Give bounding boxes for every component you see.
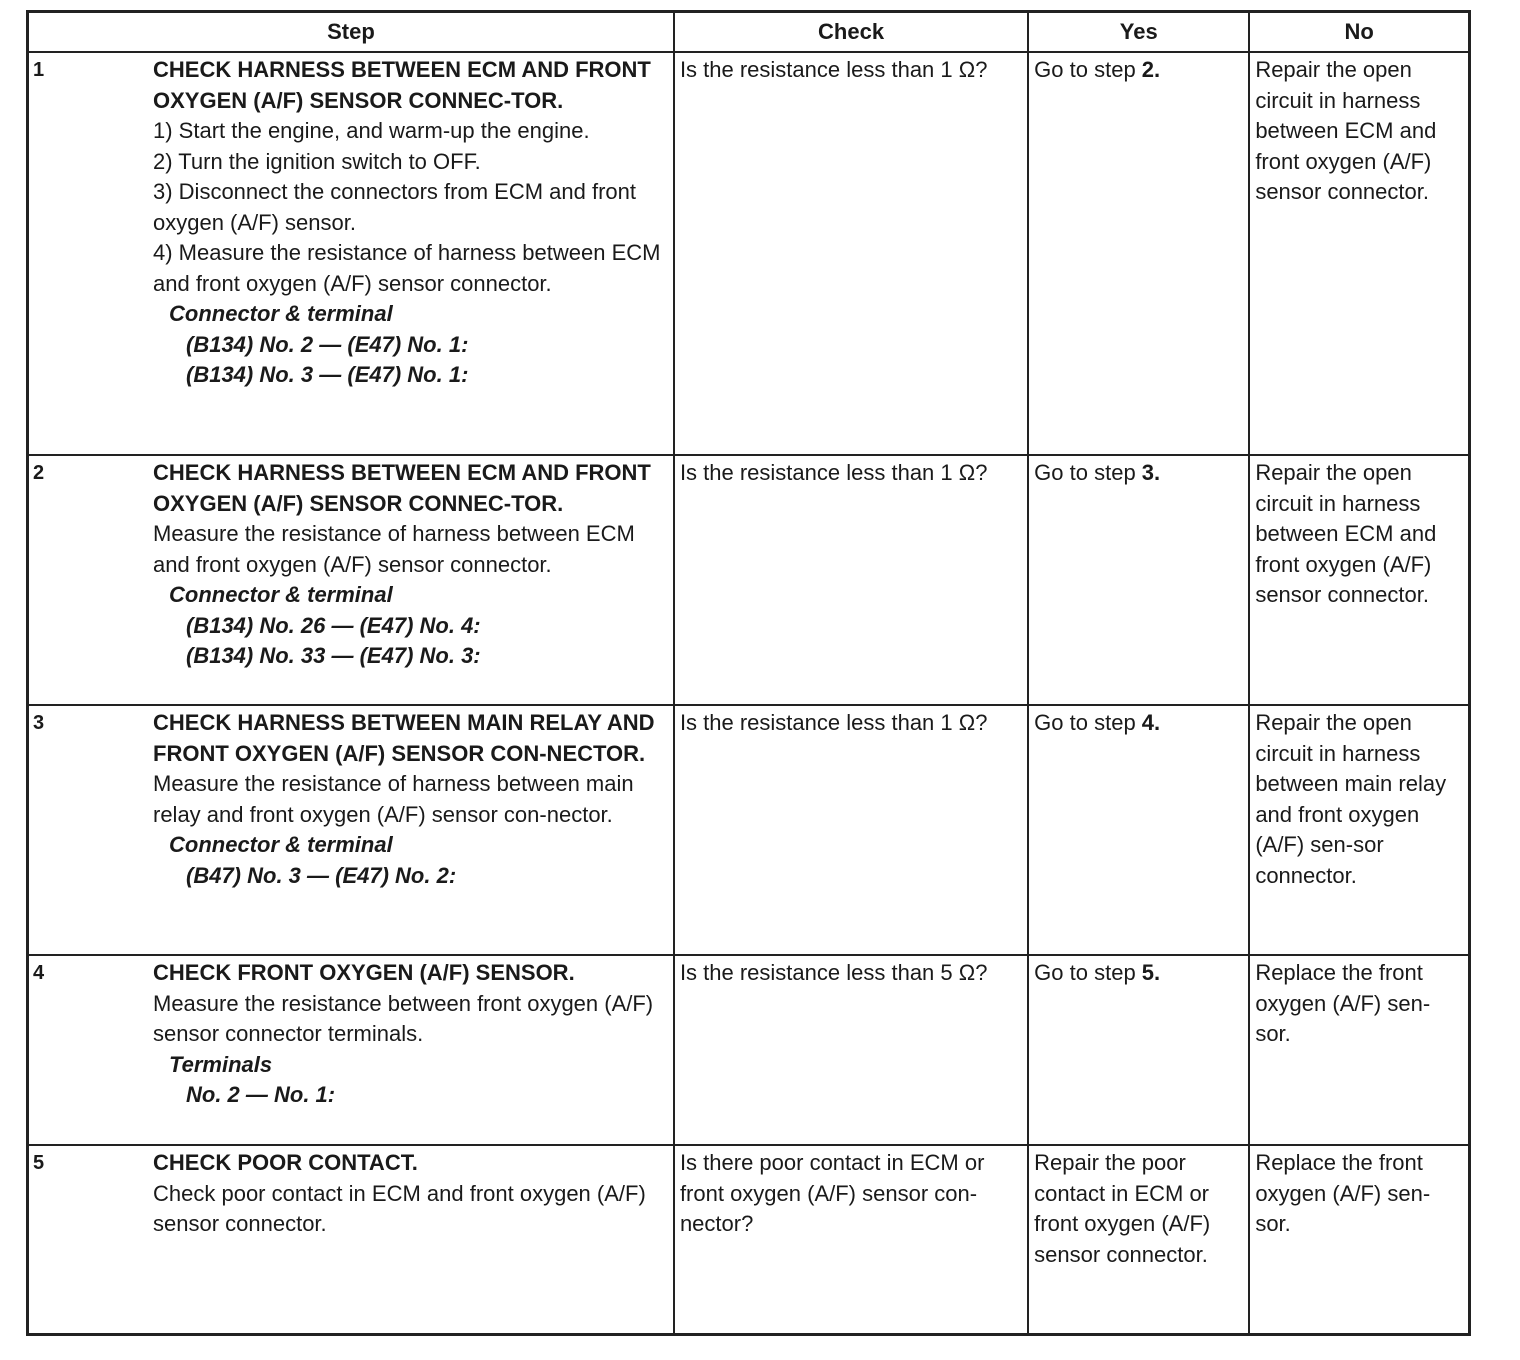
yes-text: [1029, 456, 1248, 489]
spec-heading: Connector & terminal: [169, 301, 393, 326]
step-body: [153, 456, 673, 672]
yes-action: Repair the poor contact in ECM or front oxygen (A/F) sensor connector.: [1034, 1150, 1211, 1267]
step-instruction: Measure the resistance of harness between main relay and front oxygen (A/F) sensor con-nector.: [153, 771, 634, 827]
no-cell: [1249, 955, 1469, 1145]
yes-step-ref: 2.: [1141, 57, 1161, 82]
spec-heading: Terminals: [169, 1051, 273, 1077]
yes-text: [1029, 706, 1248, 739]
spec-item: (B134) No. 33 — (E47) No. 3:: [186, 643, 481, 668]
table-row: [28, 52, 1470, 455]
check-text: Is the resistance less than 1 Ω?: [679, 460, 988, 485]
yes-cell: [1028, 455, 1249, 705]
step-body: [153, 1146, 673, 1240]
step-cell: [28, 705, 674, 955]
no-text: Replace the front oxygen (A/F) sen-sor.: [1255, 1150, 1431, 1236]
no-cell: [1249, 705, 1469, 955]
step-body: [153, 706, 673, 891]
yes-text: [1029, 956, 1248, 989]
step-body: [153, 53, 673, 391]
spec-item: No. 2 — No. 1:: [186, 1082, 336, 1107]
step-number: 4: [33, 962, 45, 984]
diagnostic-table: [26, 10, 1471, 1336]
yes-step-ref: 4.: [1141, 710, 1161, 735]
check-text: Is the resistance less than 1 Ω?: [679, 710, 988, 735]
step-instruction: Measure the resistance of harness between ECM and front oxygen (A/F) sensor connector.: [153, 521, 635, 577]
yes-cell: [1028, 955, 1249, 1145]
no-text: Repair the open circuit in harness between ECM and front oxygen (A/F) sensor connector.: [1255, 57, 1437, 204]
yes-step-ref: 3.: [1141, 460, 1161, 485]
check-cell: [674, 955, 1028, 1145]
step-instruction: Check poor contact in ECM and front oxygen (A/F) sensor connector.: [153, 1180, 646, 1236]
header-row: [28, 12, 1470, 53]
step-cell: [28, 455, 674, 705]
spec-item: (B47) No. 3 — (E47) No. 2:: [186, 862, 457, 888]
spec-item: (B134) No. 26 — (E47) No. 4:: [186, 612, 481, 638]
no-text: Replace the front oxygen (A/F) sen-sor.: [1255, 960, 1431, 1046]
check-text: Is the resistance less than 1 Ω?: [679, 57, 988, 82]
no-cell: [1249, 455, 1469, 705]
yes-text: [1029, 1146, 1248, 1270]
step-instruction: 2) Turn the ignition switch to OFF.: [153, 148, 481, 174]
yes-action: Go to step: [1034, 460, 1142, 485]
step-instruction: Measure the resistance between front oxygen (A/F) sensor connector terminals.: [153, 990, 654, 1046]
no-cell: [1249, 1145, 1469, 1335]
check-text: Is the resistance less than 5 Ω?: [679, 960, 988, 985]
table-body: [28, 52, 1470, 1335]
table-row: [28, 1145, 1470, 1335]
step-body: [153, 956, 673, 1111]
step-title: CHECK FRONT OXYGEN (A/F) SENSOR.: [153, 960, 575, 985]
step-title: CHECK HARNESS BETWEEN ECM AND FRONT OXYGEN (A/F) SENSOR CONNEC-TOR.: [153, 460, 651, 516]
spec-item: (B134) No. 2 — (E47) No. 1:: [186, 331, 469, 357]
yes-action: Go to step: [1034, 710, 1142, 735]
yes-cell: [1028, 1145, 1249, 1335]
step-cell: [28, 52, 674, 455]
step-instruction: 1) Start the engine, and warm-up the engine.: [153, 118, 590, 143]
check-text: Is there poor contact in ECM or front oxygen (A/F) sensor con-nector?: [679, 1150, 985, 1236]
step-number: 3: [33, 712, 45, 734]
header-no: No: [1249, 12, 1469, 53]
yes-text: [1029, 53, 1248, 86]
yes-step-ref: 5.: [1141, 960, 1161, 985]
step-title: CHECK POOR CONTACT.: [153, 1150, 418, 1175]
step-title: CHECK HARNESS BETWEEN MAIN RELAY AND FRONT OXYGEN (A/F) SENSOR CON-NECTOR.: [153, 710, 655, 766]
no-cell: [1249, 52, 1469, 455]
check-cell: [674, 705, 1028, 955]
step-number: 1: [33, 59, 45, 81]
header-step: Step: [28, 12, 674, 53]
yes-action: Go to step: [1034, 57, 1142, 82]
check-cell: [674, 1145, 1028, 1335]
header-yes: Yes: [1028, 12, 1249, 53]
yes-action: Go to step: [1034, 960, 1142, 985]
spec-item: (B134) No. 3 — (E47) No. 1:: [186, 362, 469, 387]
check-cell: [674, 52, 1028, 455]
spec-heading: Connector & terminal: [169, 832, 393, 857]
no-text: Repair the open circuit in harness between ECM and front oxygen (A/F) sensor connector.: [1255, 460, 1437, 607]
check-cell: [674, 455, 1028, 705]
step-title: CHECK HARNESS BETWEEN ECM AND FRONT OXYGEN (A/F) SENSOR CONNEC-TOR.: [153, 57, 651, 113]
step-cell: [28, 1145, 674, 1335]
spec-heading: Connector & terminal: [169, 582, 393, 607]
yes-cell: [1028, 705, 1249, 955]
table-row: [28, 955, 1470, 1145]
table-row: [28, 455, 1470, 705]
step-instruction: 4) Measure the resistance of harness between ECM and front oxygen (A/F) sensor connector.: [153, 240, 661, 296]
step-number: 5: [33, 1152, 45, 1174]
table-row: [28, 705, 1470, 955]
header-check: Check: [674, 12, 1028, 53]
step-instruction: 3) Disconnect the connectors from ECM and front oxygen (A/F) sensor.: [153, 179, 636, 235]
yes-cell: [1028, 52, 1249, 455]
step-cell: [28, 955, 674, 1145]
no-text: Repair the open circuit in harness between main relay and front oxygen (A/F) sen-sor connector.: [1255, 710, 1447, 888]
step-number: 2: [33, 462, 45, 484]
